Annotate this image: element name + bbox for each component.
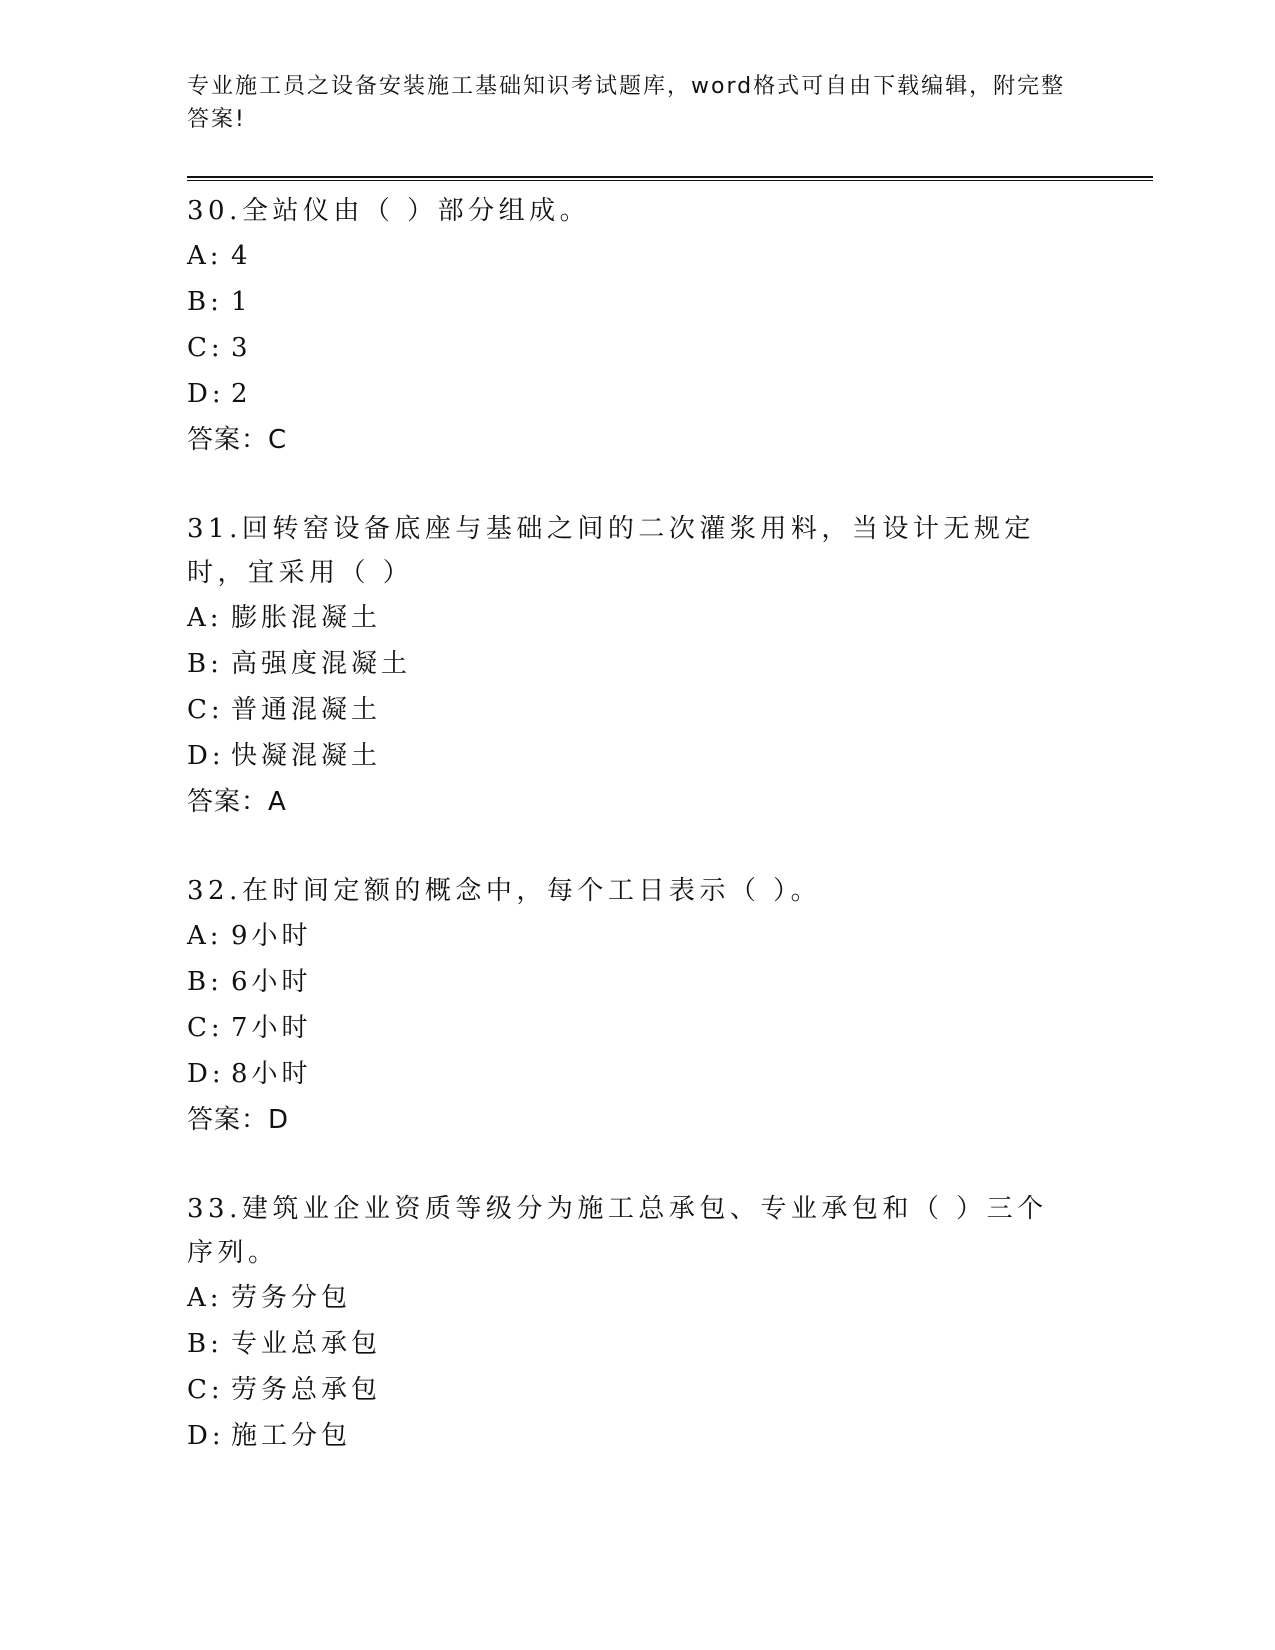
option-letter: C: [187,1375,224,1405]
option-letter: C: [187,1013,224,1043]
option-letter: B: [187,287,223,317]
option-text: 劳务分包 [231,1283,352,1313]
answer-line: 答案：D [187,1105,290,1135]
option-d [187,1413,1147,1459]
question-31 [187,507,1147,825]
question-33 [187,1187,1147,1459]
option-letter: C: [187,695,224,725]
option-letter: D: [187,1421,225,1451]
option-letter: D: [187,379,225,409]
spacer [187,1143,1147,1187]
option-letter: C: [187,333,224,363]
option-letter: A: [187,241,223,271]
question-stem: 32.在时间定额的概念中，每个工日表示（ ）。 [187,876,822,906]
option-b [187,641,1147,687]
option-letter: A: [187,921,223,951]
option-text: 7小时 [231,1013,312,1043]
option-letter: D: [187,1059,225,1089]
option-text: 6小时 [231,967,312,997]
option-d [187,733,1147,779]
option-b [187,1321,1147,1367]
option-b [187,959,1147,1005]
option-c [187,1005,1147,1051]
option-c [187,687,1147,733]
option-c [187,325,1147,371]
option-letter: B: [187,967,223,997]
option-text: 专业总承包 [231,1329,382,1359]
option-d [187,1051,1147,1097]
option-letter: B: [187,649,223,679]
question-stem: 30.全站仪由（ ）部分组成。 [187,196,591,226]
option-text: 1 [231,287,252,317]
question-32 [187,869,1147,1143]
option-text: 施工分包 [231,1421,352,1451]
answer-line: 答案：A [187,787,287,817]
option-d [187,371,1147,417]
option-text: 9小时 [231,921,312,951]
document-header: 专业施工员之设备安装施工基础知识考试题库，word格式可自由下载编辑，附完整答案! [187,74,1066,132]
question-30 [187,189,1147,463]
option-text: 2 [231,379,252,409]
option-text: 8小时 [231,1059,312,1089]
option-letter: A: [187,603,223,633]
option-b [187,279,1147,325]
question-stem: 33.建筑业企业资质等级分为施工总承包、专业承包和（ ）三个序列。 [187,1194,1048,1268]
option-text: 4 [231,241,252,271]
option-letter: D: [187,741,225,771]
answer-line: 答案：C [187,425,288,455]
option-c [187,1367,1147,1413]
option-text: 3 [231,333,252,363]
question-stem: 31.回转窑设备底座与基础之间的二次灌浆用料，当设计无规定时，宜采用（ ） [187,514,1035,588]
option-a [187,595,1147,641]
option-a [187,1275,1147,1321]
option-text: 快凝混凝土 [231,741,382,771]
option-letter: A: [187,1283,223,1313]
option-text: 高强度混凝土 [231,649,412,679]
spacer [187,463,1147,507]
option-a [187,913,1147,959]
option-text: 膨胀混凝土 [231,603,382,633]
option-letter: B: [187,1329,223,1359]
header-divider [187,176,1153,181]
spacer [187,825,1147,869]
document-page [187,70,1147,1459]
option-text: 普通混凝土 [231,695,382,725]
option-text: 劳务总承包 [231,1375,382,1405]
option-a [187,233,1147,279]
